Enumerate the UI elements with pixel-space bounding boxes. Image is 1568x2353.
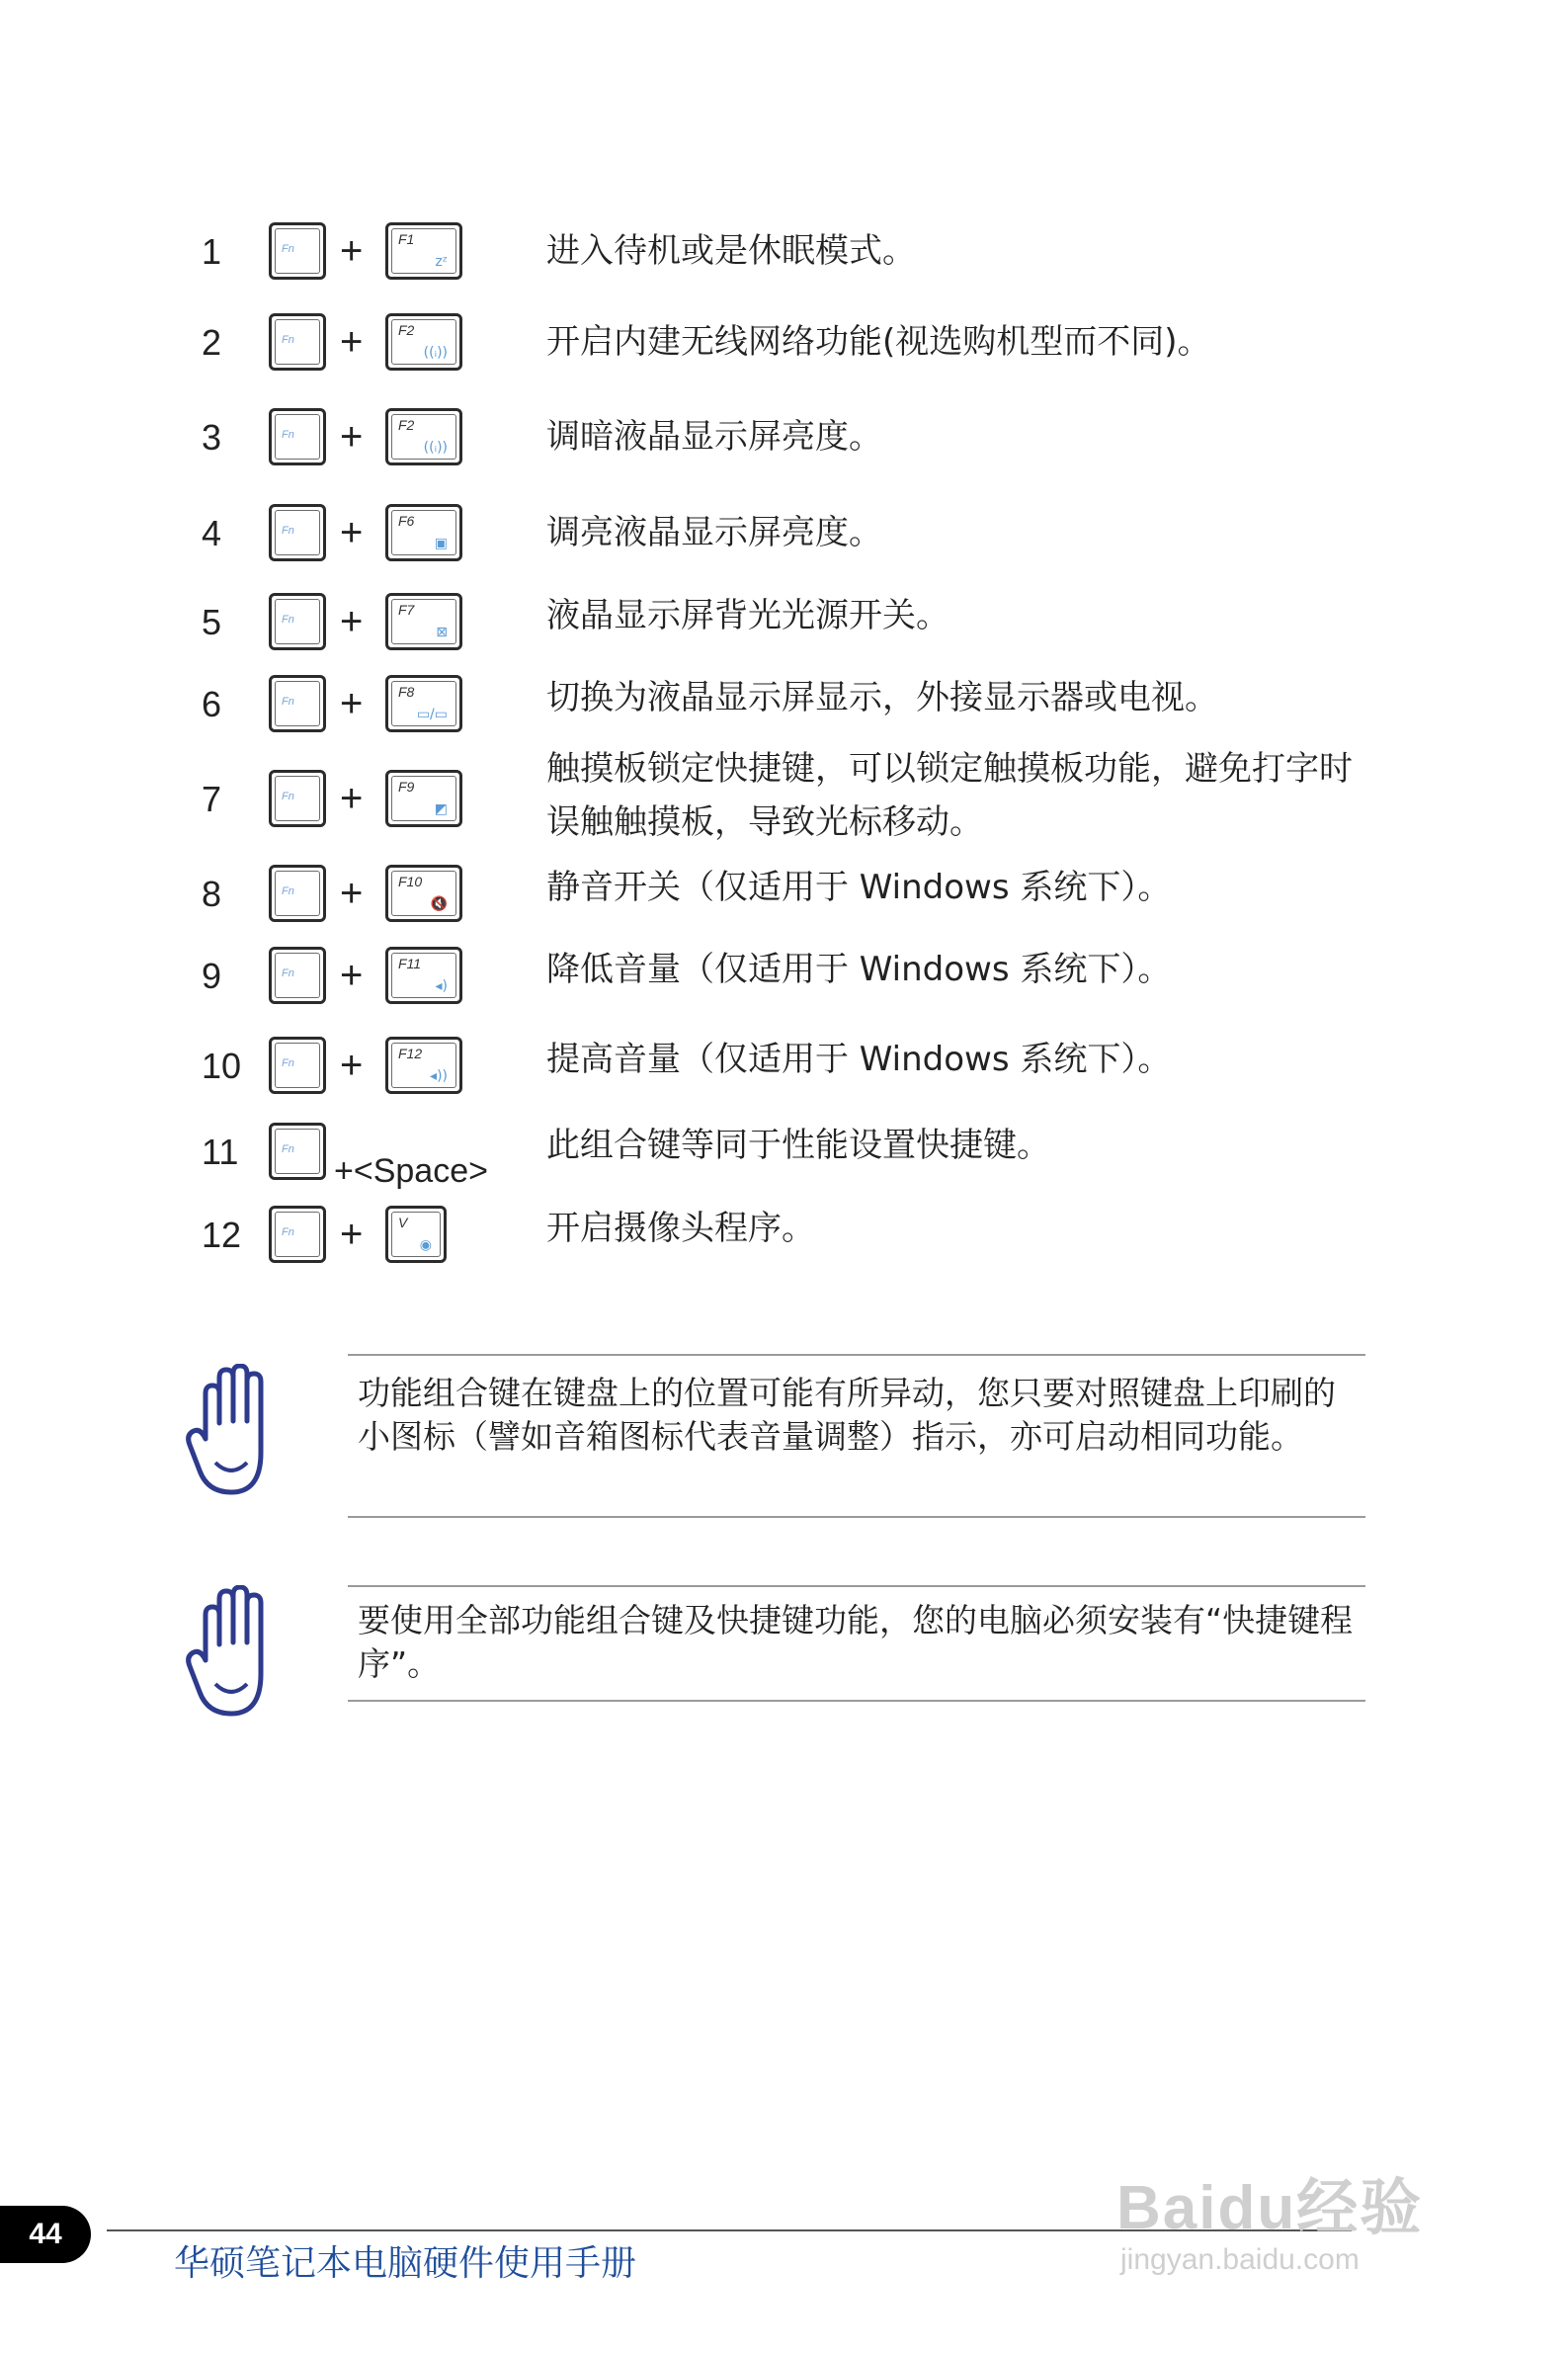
shortcut-description: 降低音量（仅适用于 Windows 系统下）。 (546, 950, 1172, 989)
f11-volume-down-key-icon: F11 ◂) (385, 947, 462, 1004)
plus-sign: + (340, 954, 364, 997)
note-text: 功能组合键在键盘上的位置可能有所异动，您只要对照键盘上印刷的小图标（譬如音箱图标代表音量调整）指示，亦可启动相同功能。 (358, 1374, 1336, 1456)
note-top-rule (348, 1354, 1365, 1356)
space-key-label: +<Space> (334, 1152, 488, 1190)
row-number: 9 (202, 956, 222, 996)
row-number: 1 (202, 231, 222, 272)
plus-sign: + (340, 1044, 364, 1087)
row-number: 6 (202, 684, 222, 724)
f8-display-key-icon: F8 ▭/▭ (385, 675, 462, 732)
row-number: 3 (202, 417, 222, 458)
row-number: 11 (202, 1132, 239, 1172)
shortcut-description: 提高音量（仅适用于 Windows 系统下）。 (546, 1040, 1172, 1079)
f9-touchpad-key-icon: F9 ◩ (385, 770, 462, 827)
fn-key-icon: Fn (269, 1206, 326, 1263)
row-number: 2 (202, 322, 222, 363)
plus-sign: + (340, 1213, 364, 1256)
shortcut-description: 液晶显示屏背光光源开关。 (546, 596, 949, 635)
shortcut-description: 调暗液晶显示屏亮度。 (546, 417, 882, 457)
f10-mute-key-icon: F10 🔇 (385, 865, 462, 922)
row-number: 10 (202, 1046, 242, 1086)
row-number: 7 (202, 779, 222, 819)
fn-key-icon: Fn (269, 865, 326, 922)
footer-title: 华硕笔记本电脑硬件使用手册 (174, 2243, 637, 2284)
shortcut-description: 此组合键等同于性能设置快捷键。 (546, 1126, 1050, 1165)
hand-icon (186, 1585, 285, 1723)
shortcut-description: 调亮液晶显示屏亮度。 (546, 513, 882, 552)
fn-key-icon: Fn (269, 675, 326, 732)
fn-key-icon: Fn (269, 1123, 326, 1180)
row-number: 4 (202, 513, 222, 553)
fn-key-icon: Fn (269, 593, 326, 650)
shortcut-description: 开启摄像头程序。 (546, 1209, 815, 1248)
row-number: 8 (202, 874, 222, 914)
plus-sign: + (340, 600, 364, 643)
shortcut-description: 切换为液晶显示屏显示，外接显示器或电视。 (546, 678, 1218, 717)
fn-key-icon: Fn (269, 770, 326, 827)
shortcut-description: 进入待机或是休眠模式。 (546, 231, 916, 271)
watermark-url: jingyan.baidu.com (1120, 2243, 1360, 2276)
plus-sign: + (340, 320, 364, 364)
fn-key-icon: Fn (269, 504, 326, 561)
note-bottom-rule (348, 1700, 1365, 1702)
fn-key-icon: Fn (269, 1037, 326, 1094)
note-text: 要使用全部功能组合键及快捷键功能，您的电脑必须安装有“快捷键程序”。 (358, 1601, 1354, 1683)
plus-sign: + (340, 511, 364, 554)
fn-key-icon: Fn (269, 408, 326, 465)
hand-icon (186, 1364, 285, 1502)
note-top-rule (348, 1585, 1365, 1587)
plus-sign: + (340, 415, 364, 459)
f12-volume-up-key-icon: F12 ◂)) (385, 1037, 462, 1094)
page-number-badge: 44 (0, 2206, 91, 2263)
f6-brightness-key-icon: F6 ▣ (385, 504, 462, 561)
f7-backlight-key-icon: F7 ⊠ (385, 593, 462, 650)
shortcut-description: 静音开关（仅适用于 Windows 系统下）。 (546, 868, 1172, 907)
note-bottom-rule (348, 1516, 1365, 1518)
v-camera-key-icon: V ◉ (385, 1206, 447, 1263)
plus-sign: + (340, 682, 364, 725)
shortcut-description: 开启内建无线网络功能(视选购机型而不同)。 (546, 322, 1211, 362)
plus-sign: + (340, 777, 364, 820)
fn-key-icon: Fn (269, 313, 326, 371)
row-number: 12 (202, 1215, 242, 1255)
shortcut-description: 触摸板锁定快捷键，可以锁定触摸板功能，避免打字时误触触摸板，导致光标移动。 (546, 749, 1353, 842)
f2-key-icon: F2 ((ᵢ)) (385, 408, 462, 465)
fn-key-icon: Fn (269, 947, 326, 1004)
plus-sign: + (340, 229, 364, 273)
row-number: 5 (202, 602, 222, 642)
baidu-watermark (1116, 2135, 1472, 2283)
watermark-brand: Baidu经验 (1116, 2174, 1424, 2242)
f1-sleep-key-icon: F1 zᶻ (385, 222, 462, 280)
fn-key-icon: Fn (269, 222, 326, 280)
f2-wireless-key-icon: F2 ((ᵢ)) (385, 313, 462, 371)
plus-sign: + (340, 872, 364, 915)
